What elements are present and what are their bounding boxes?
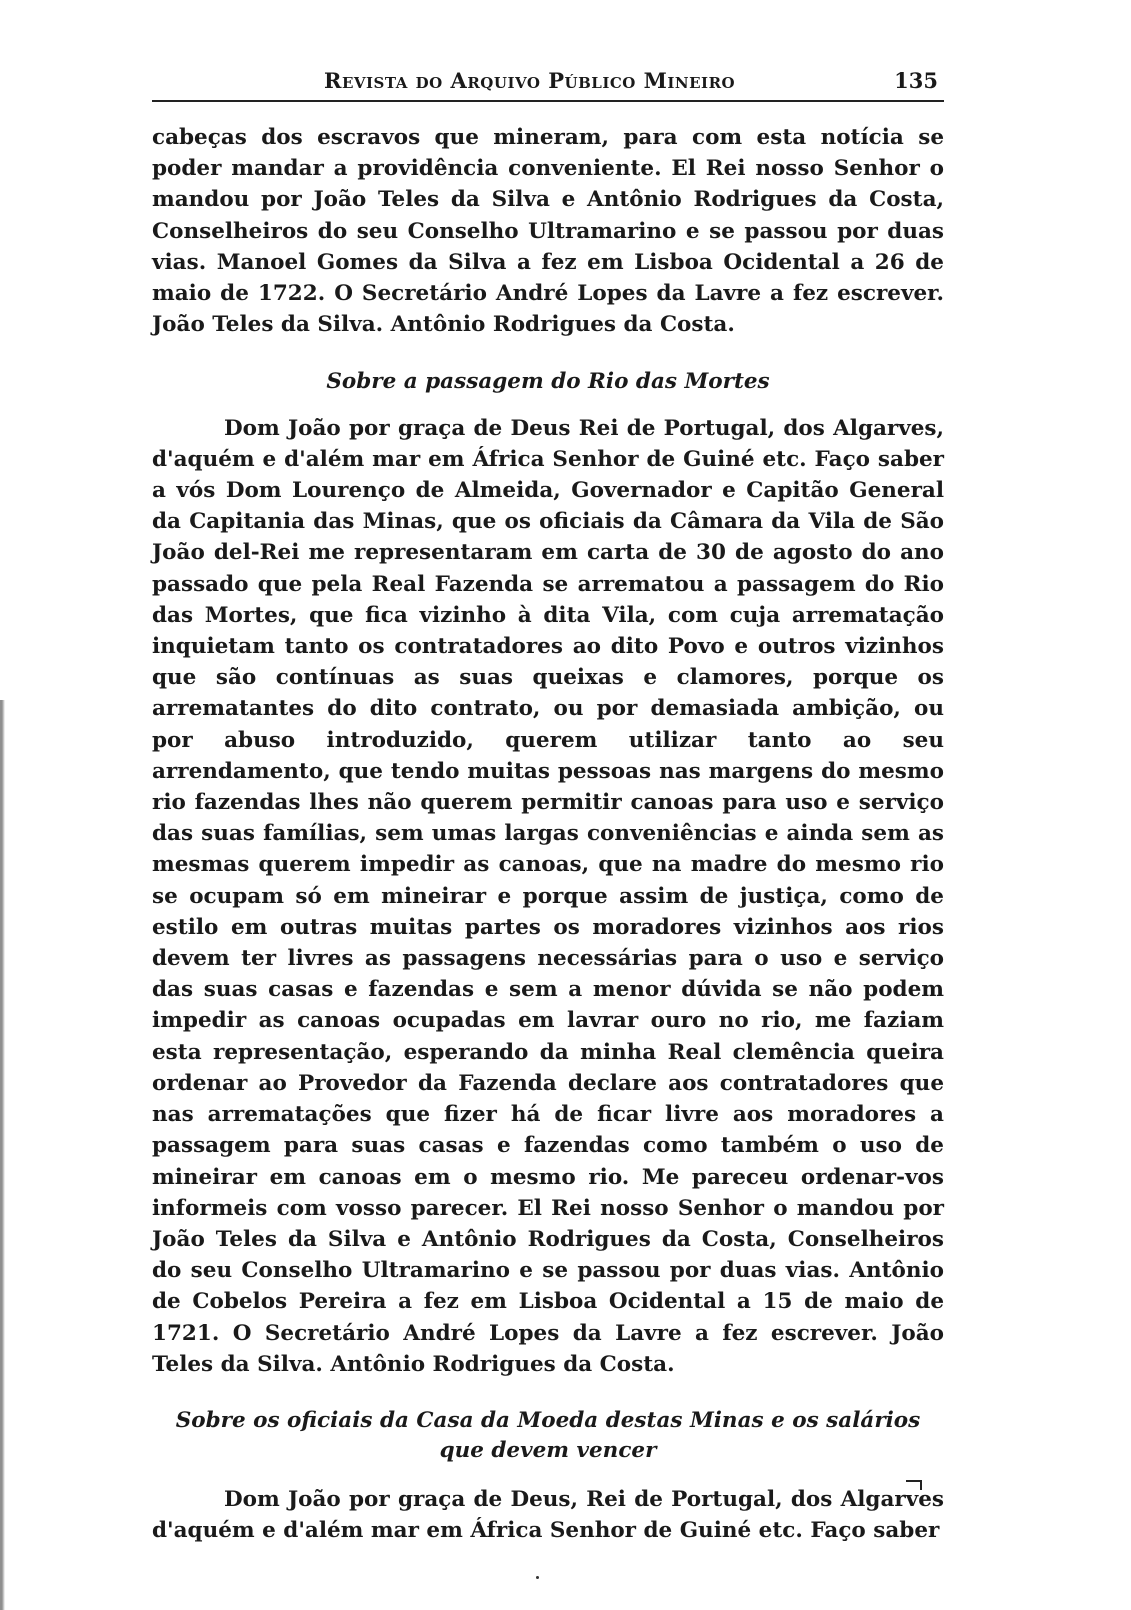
page-body [152, 122, 944, 1546]
section-heading-rio-das-mortes: Sobre a passagem do Rio das Mortes [326, 369, 770, 395]
page-number: 135 [894, 68, 938, 93]
page-edge-shadow [0, 700, 5, 1610]
proofreader-mark [906, 1480, 922, 1490]
paragraph-continuation: cabeças dos escravos que mineram, para com esta notícia se poder mandar a providência conveniente. El Rei nosso Senhor o mandou por João Teles da Silva e Antônio Rodrigues da Costa, Conselheiros do seu Conselho Ultramarino e se passou por duas vias. Manoel Gomes da Silva a fez em Lisboa Ocidental a 26 de maio de 1722. O Secretário André Lopes da Lavre a fez escrever. João Teles da Silva. Antônio Rodrigues da Costa. [152, 125, 944, 338]
running-title: Revista do Arquivo Público Mineiro [324, 68, 736, 93]
paragraph-casa-da-moeda: Dom João por graça de Deus, Rei de Portugal, dos Algarves d'aquém e d'além mar em África Senhor de Guiné etc. Faço saber [152, 1486, 944, 1544]
section-heading-casa-da-moeda: Sobre os oficiais da Casa da Moeda destas Minas e os salários que devem vencer [175, 1407, 921, 1463]
paragraph-rio-das-mortes: Dom João por graça de Deus Rei de Portugal, dos Algarves, d'aquém e d'além mar em África Senhor de Guiné etc. Faço saber a vós Dom Lourenço de Almeida, Governador e Capitão General da Capitania das Minas, que os oficiais da Câmara da Vila de São João del-Rei me representaram em carta de 30 de agosto do ano passado que pela Real Fazenda se arrematou a passagem do Rio das Mortes, que fica vizinho à dita Vila, com cuja arrematação inquietam tanto os contratadores ao dito Povo e outros vizinhos que são contínuas as suas queixas e clamores, porque os arrematantes do dito contrato, ou por demasiada ambição, ou por abuso introduzido, querem utilizar tanto ao seu arrendamento, que tendo muitas pessoas nas margens do mesmo rio fazendas lhes não querem permitir canoas para uso e serviço das suas famílias, sem umas largas conveniências e ainda sem as mesmas querem impedir as canoas, que na madre do mesmo rio se ocupam só em mineirar e porque assim de justiça, como de estilo em outras muitas partes os moradores vizinhos aos rios devem ter livres as passagens necessárias para o uso e serviço das suas casas e fazendas e sem a menor dúvida se não podem impedir as canoas ocupadas em lavrar ouro no rio, me faziam esta representação, esperando da minha Real clemência queira ordenar ao Provedor da Fazenda declare aos contratadores que nas arrematações que fizer há de ficar livre aos moradores a passagem para suas casas e fazendas como também o uso de mineirar em canoas em o mesmo rio. Me pareceu ordenar-vos informeis com vosso parecer. El Rei nosso Senhor o mandou por João Teles da Silva e Antônio Rodrigues da Costa, Conselheiros do seu Conselho Ultramarino e se passou por duas vias. Antônio de Cobelos Pereira a fez em Lisboa Ocidental a 15 de maio de 1721. O Secretário André Lopes da Lavre a fez escrever. João Teles da Silva. Antônio Rodrigues da Costa. [152, 415, 944, 1377]
ink-speck [536, 1576, 539, 1579]
page-header [152, 62, 944, 102]
